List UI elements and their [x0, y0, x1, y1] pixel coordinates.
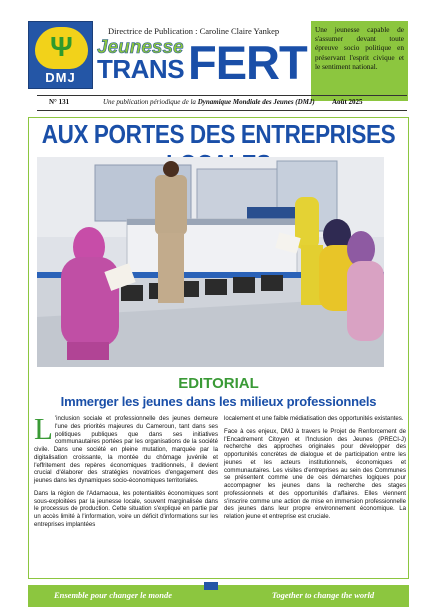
editorial-column-right — [224, 415, 406, 526]
dmj-small-logo-icon — [204, 582, 218, 590]
masthead-title-fert: FERT — [188, 36, 307, 89]
issue-date: Août 2025 — [332, 98, 363, 106]
masthead-tagline: Une jeunesse capable de s'assumer devant toute épreuve socio politique en préservant l'esprit civique et le sentiment national. — [311, 21, 408, 101]
editorial-paragraph: Dans la région de l'Adamaoua, les potentialités économiques sont sous-exploitées par la jeunesse locale, souvent marginalisée dans le processus de production. Cette situation s'explique en partie par un accès limité à l'information, voire un déficit d'informations sur les entreprises implantées — [34, 489, 218, 528]
dropcap-letter: L — [34, 411, 53, 446]
cover-photo — [37, 157, 384, 367]
page-headline: AUX PORTES DES ENTREPRISES — [41, 120, 396, 149]
issue-number: N° 131 — [49, 98, 70, 106]
logo-text: DMJ — [45, 70, 76, 85]
footer-slogan-fr: Ensemble pour changer le monde — [53, 590, 173, 600]
cover-photo-illustration — [37, 157, 384, 367]
editorial-paragraph — [34, 411, 218, 485]
issue-info-bar — [37, 95, 407, 111]
logo-sun-shape — [35, 27, 88, 69]
editorial-paragraph-text: 'inclusion sociale et professionnelle des jeunes demeure l'une des priorités majeures du Cameroun, tant dans ses politiques publiques que dans ses initiatives communautaires portées par les organisations de la société civile. Dans une société en pleine mutation, marquée par la digitalisation croissante, la montée du chômage juvénile et l'effritement des repères économiques traditionnels, il devient crucial d'élaborer des stratégies novatrices d'engagement des jeunes dans les dynamiques socio-économiques territoriales. — [34, 415, 218, 484]
editorial-heading: EDITORIAL — [178, 375, 259, 392]
logo-figure-glyph: Ψ — [50, 31, 73, 62]
masthead-title-jeunesse: Jeunesse — [97, 37, 184, 58]
editorial-subheading: Immerger les jeunes dans les milieux professionnels — [60, 394, 377, 409]
dmj-logo-icon — [28, 21, 93, 89]
masthead-title-trans: TRANS — [97, 54, 185, 84]
issue-subtitle-prefix: Une publication périodique de la — [103, 98, 198, 106]
issue-subtitle — [103, 98, 315, 106]
publication-director: Directrice de Publication : Caroline Claire Yankep — [108, 26, 280, 36]
editorial-paragraph: localement et une faible médiatisation des opportunités existantes. — [224, 415, 404, 422]
footer-slogan-en: Together to change the world — [271, 590, 375, 600]
editorial-column-left — [34, 411, 218, 534]
issue-subtitle-org: Dynamique Mondiale des Jeunes (DMJ) — [197, 98, 315, 106]
editorial-paragraph: Face à ces enjeux, DMJ à travers le Projet de Renforcement de l'Encadrement Citoyen et l'Inclusion des Jeunes (PRECI-J) recherche des approches originales pour développer des opportunités concrètes de dialogue et de participation entre les jeunes et les acteurs institutionnels, économiques et communautaires. Les visites d'entreprises au sein des Communes se présentent comme une de ces démarches logiques pour accompagner les jeunes dans la recherche des stages professionnels et des opportunités d'affaires. Elles viennent s'inscrire comme une action de mise en immersion professionnelle des jeunes dans leur propre environnement économique. La relation jeune et entreprise est cruciale. — [224, 427, 406, 520]
